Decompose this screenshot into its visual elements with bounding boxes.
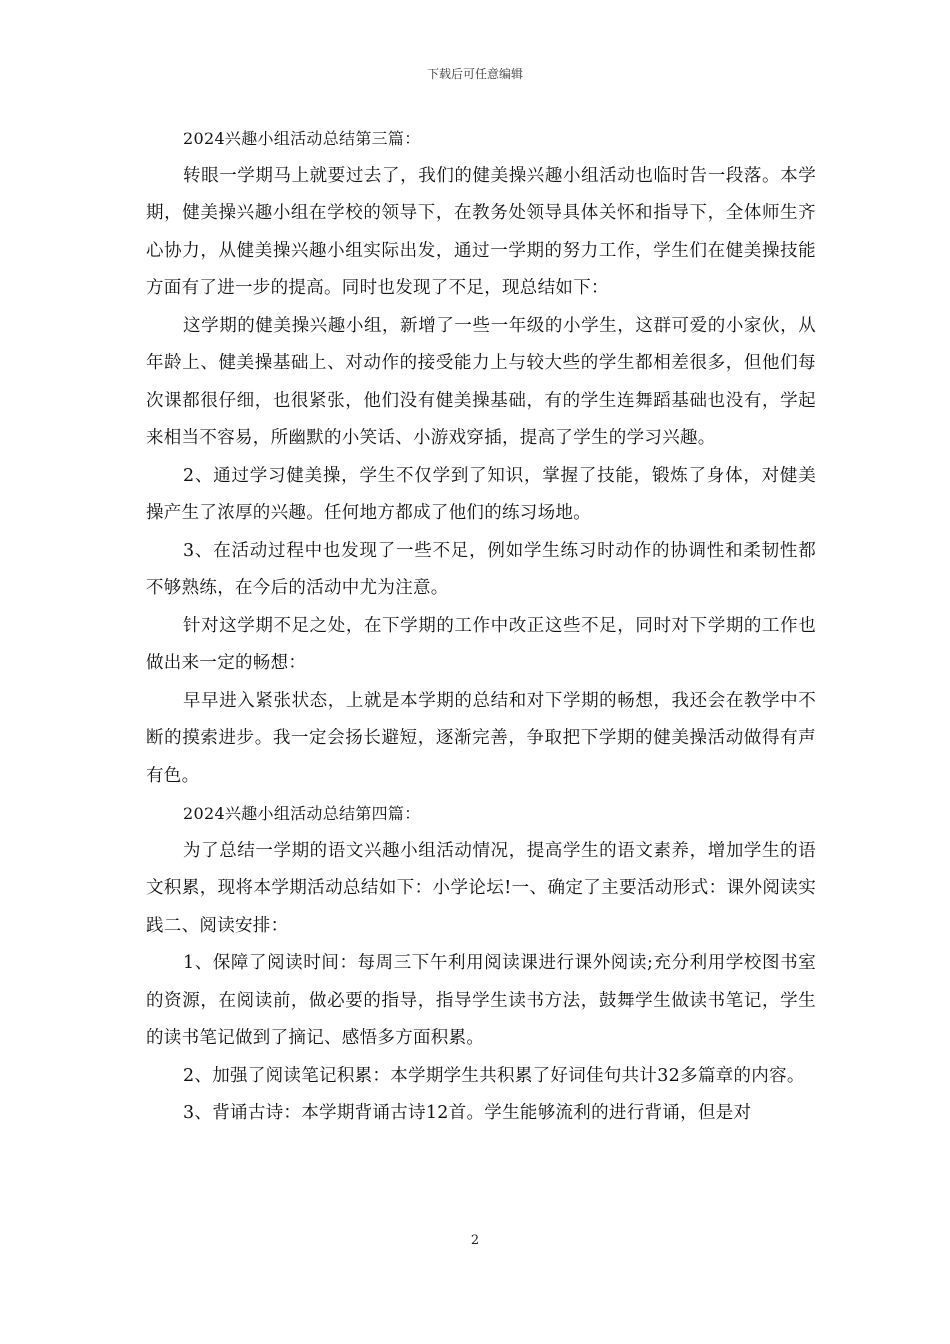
document-body [146, 120, 816, 1133]
page-header: 下载后可任意编辑 [426, 67, 523, 81]
paragraph: 为了总结一学期的语文兴趣小组活动情况，提高学生的语文素养，增加学生的语文积累，现将本学期活动总结如下：小学论坛!一、确定了主要活动形式：课外阅读实践二、阅读安排： [146, 840, 816, 936]
paragraph: 3、背诵古诗：本学期背诵古诗12首。学生能够流利的进行背诵，但是对 [183, 1103, 752, 1123]
paragraph: 2、通过学习健美操，学生不仅学到了知识，掌握了技能，锻炼了身体，对健美操产生了浓厚的兴趣。任何地方都成了他们的练习场地。 [146, 465, 816, 523]
page-number: 2 [470, 1233, 480, 1248]
paragraph: 这学期的健美操兴趣小组，新增了一些一年级的小学生，这群可爱的小家伙，从年龄上、健美操基础上、对动作的接受能力上与较大些的学生都相差很多，但他们每次课都很仔细，也很紧张，他们没有健美操基础，有的学生连舞蹈基础也没有，学起来相当不容易，所幽默的小笑话、小游戏穿插，提高了学生的学习兴趣。 [146, 315, 816, 448]
paragraph: 早早进入紧张状态，上就是本学期的总结和对下学期的畅想，我还会在教学中不断的摸索进步。我一定会扬长避短，逐渐完善，争取把下学期的健美操活动做得有声有色。 [146, 690, 816, 786]
section-heading-3: 2024兴趣小组活动总结第三篇： [183, 129, 421, 148]
paragraph: 转眼一学期马上就要过去了，我们的健美操兴趣小组活动也临时告一段落。本学期，健美操兴趣小组在学校的领导下，在教务处领导具体关怀和指导下，全体师生齐心协力，从健美操兴趣小组实际出发，通过一学期的努力工作，学生们在健美操技能方面有了进一步的提高。同时也发现了不足，现总结如下： [146, 165, 816, 298]
paragraph: 2、加强了阅读笔记积累：本学期学生共积累了好词佳句共计32多篇章的内容。 [183, 1065, 805, 1086]
paragraph: 3、在活动过程中也发现了一些不足，例如学生练习时动作的协调性和柔韧性都不够熟练，在今后的活动中尤为注意。 [146, 540, 816, 598]
paragraph: 针对这学期不足之处，在下学期的工作中改正这些不足，同时对下学期的工作也做出来一定的畅想： [146, 615, 816, 673]
section-heading-4: 2024兴趣小组活动总结第四篇： [183, 804, 421, 823]
paragraph: 1、保障了阅读时间：每周三下午利用阅读课进行课外阅读;充分利用学校图书室的资源，在阅读前，做必要的指导，指导学生读书方法，鼓舞学生做读书笔记，学生的读书笔记做到了摘记、感悟多方面积累。 [146, 953, 816, 1048]
